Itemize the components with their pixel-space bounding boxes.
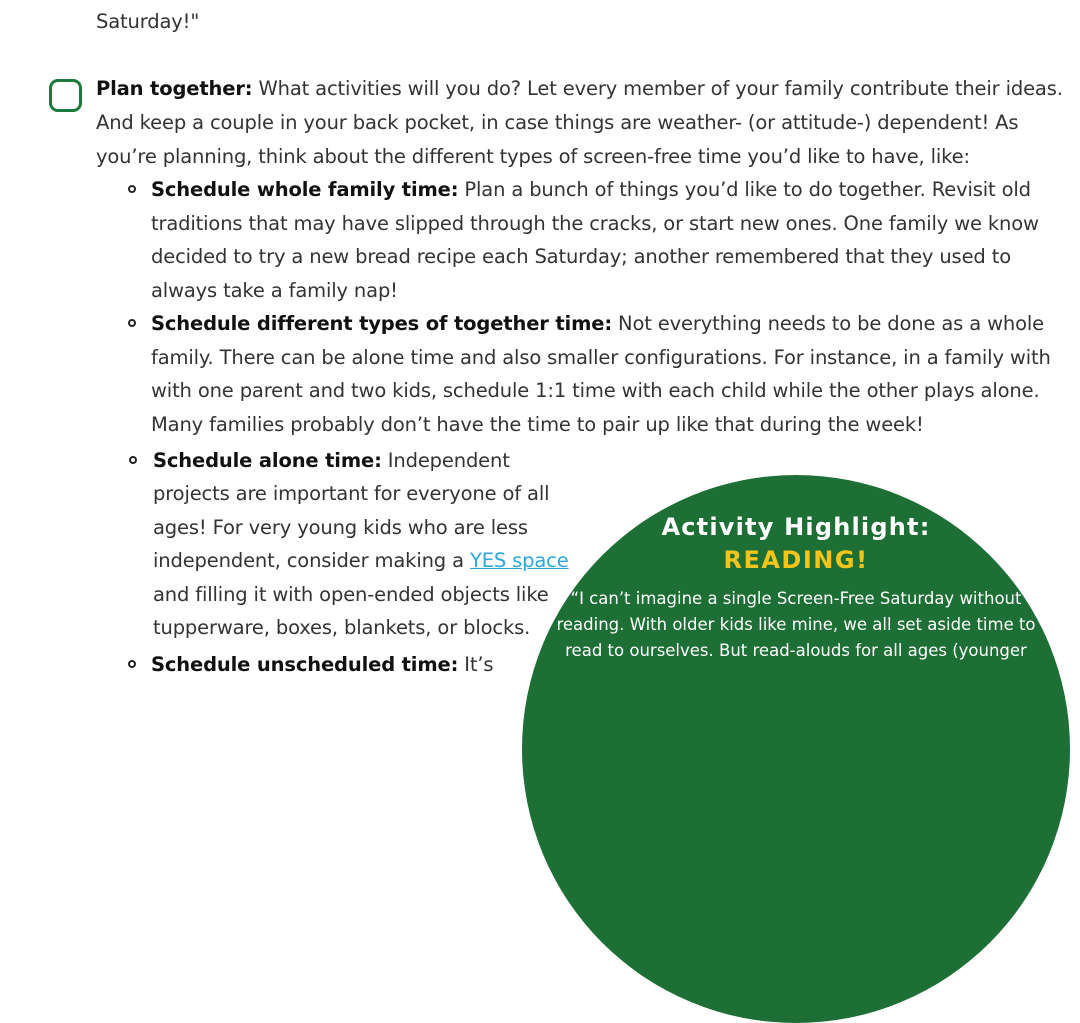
together-time-line-3: with one parent and two kids, schedule 1:1 time with each child while the other plays alone. [151,379,1040,402]
together-time-label: Schedule different types of together time: [151,312,612,335]
highlight-quote-line-1: “I can’t imagine a single Screen-Free Saturday without [570,589,1022,608]
alone-time-line-3: ages! For very young kids who are less [153,516,528,539]
highlight-quote-line-3: read to ourselves. But read-alouds for all ages (younger [565,641,1027,660]
whole-family-text: Plan a bunch of things you’d like to do together. Revisit old [458,178,1031,201]
together-time-line-1 [151,307,1044,341]
yes-space-link[interactable]: YES space [469,549,569,572]
bullet-icon [129,456,137,464]
alone-time-line-1 [153,444,510,478]
plan-together-text: What activities will you do? Let every member of your family contribute their ideas. [252,77,1063,100]
whole-family-line-2: traditions that may have slipped through the cracks, or start new ones. One family we know [151,212,1039,235]
intro-text-tail: Saturday!" [96,10,200,33]
alone-time-text-4: independent, consider making a [153,549,470,572]
alone-time-line-4 [153,544,569,578]
highlight-subtitle: READING! [723,546,869,574]
unscheduled-label: Schedule unscheduled time: [151,653,459,676]
bullet-icon [128,185,136,193]
plan-together-line-1 [96,72,1063,106]
plan-together-line-2: And keep a couple in your back pocket, in case things are weather- (or attitude-) dependent! As [96,111,1019,134]
unscheduled-text: It’s [458,653,494,676]
whole-family-line-1 [151,173,1031,207]
whole-family-label: Schedule whole family time: [151,178,459,201]
alone-time-line-6: tupperware, boxes, blankets, or blocks. [153,616,531,639]
alone-time-label: Schedule alone time: [153,449,382,472]
whole-family-line-3: decided to try a new bread recipe each Saturday; another remembered that they used to [151,245,1011,268]
alone-time-line-2: projects are important for everyone of all [153,482,550,505]
plan-together-checkbox[interactable] [49,79,82,112]
whole-family-line-4: always take a family nap! [151,279,398,302]
together-time-line-2: family. There can be alone time and also smaller configurations. For instance, in a family with [151,346,1051,369]
highlight-title: Activity Highlight: [661,513,931,541]
plan-together-line-3: you’re planning, think about the different types of screen-free time you’d like to have, like: [96,145,970,168]
highlight-quote-line-2: reading. With older kids like mine, we all set aside time to [556,615,1036,634]
together-time-text: Not everything needs to be done as a whole [612,312,1044,335]
plan-together-label: Plan together: [96,77,253,100]
alone-time-line-5: and filling it with open-ended objects like [153,583,549,606]
unscheduled-line-1 [151,648,493,682]
alone-time-text: Independent [381,449,510,472]
together-time-line-4: Many families probably don’t have the time to pair up like that during the week! [151,413,924,436]
bullet-icon [128,319,136,327]
bullet-icon [128,660,136,668]
